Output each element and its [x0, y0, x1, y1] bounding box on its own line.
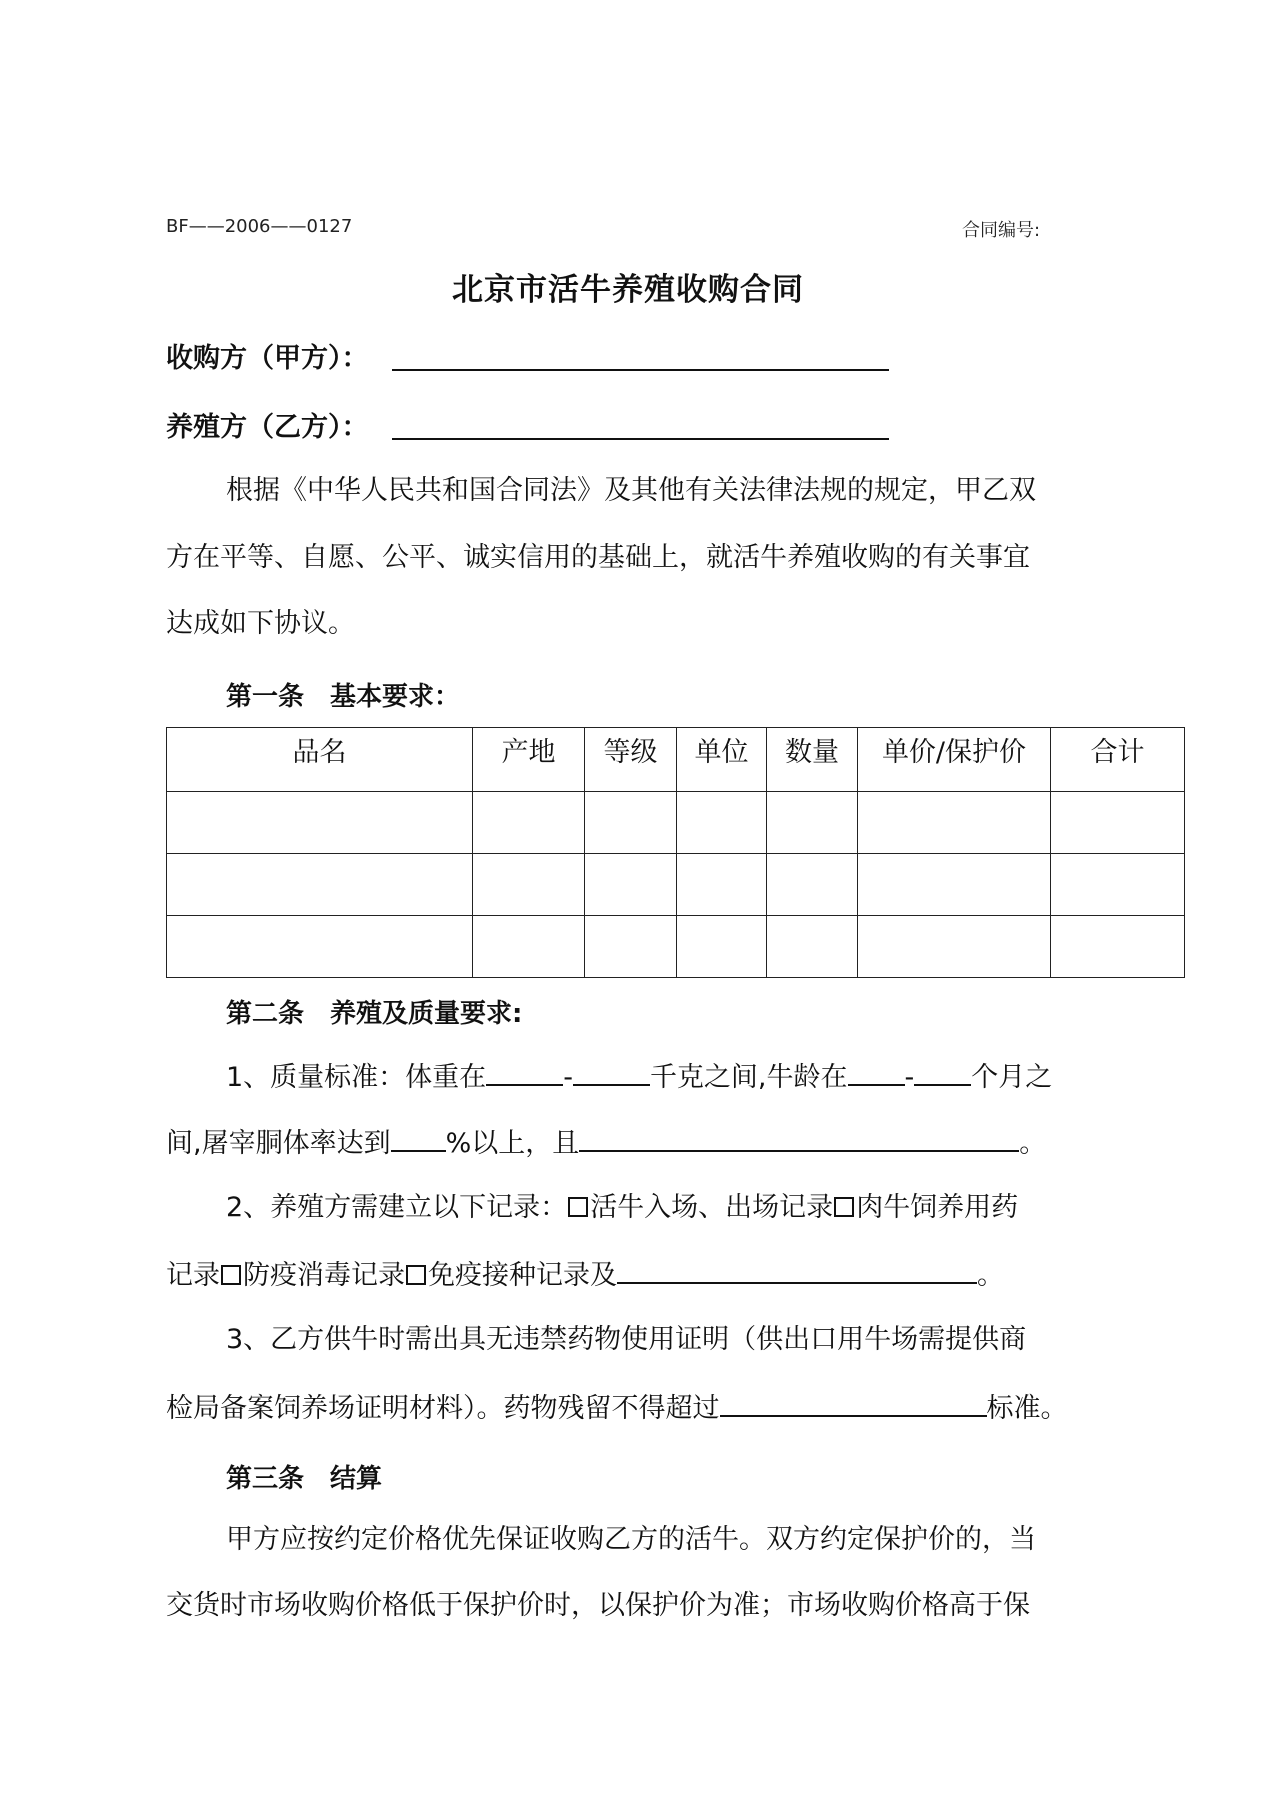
residue-standard-blank: [720, 1389, 987, 1417]
contract-number-label: 合同编号:: [962, 220, 1041, 241]
period-text: 。: [977, 1260, 1004, 1291]
percent-text: %以上，且: [445, 1128, 580, 1159]
column-header-name: 品名: [167, 728, 473, 792]
table-cell: [167, 854, 473, 916]
table-cell: [767, 792, 858, 854]
table-cell: [473, 792, 585, 854]
table-cell: [1051, 854, 1185, 916]
document-code: BF——2006——0127: [166, 216, 353, 237]
record-vaccination: 免疫接种记录及: [428, 1260, 617, 1291]
other-standard-blank: [579, 1124, 1019, 1152]
column-header-grade: 等级: [585, 728, 677, 792]
weight-min-blank: [486, 1058, 563, 1086]
checkbox-medication[interactable]: [834, 1197, 854, 1217]
table-cell: [1051, 792, 1185, 854]
dash-text: -: [563, 1062, 573, 1093]
intro-line-2: 方在平等、自愿、公平、诚实信用的基础上，就活牛养殖收购的有关事宜: [166, 542, 1030, 573]
table-cell: [677, 916, 767, 978]
record-disinfection: 防疫消毒记录: [243, 1260, 405, 1291]
dash-text: -: [904, 1062, 915, 1093]
records-line-1: [226, 1190, 1018, 1225]
table-cell: [585, 916, 677, 978]
breeder-label: 养殖方（乙方）：: [166, 412, 369, 443]
weight-max-blank: [573, 1058, 650, 1086]
table-cell: [473, 916, 585, 978]
table-cell: [767, 916, 858, 978]
record-medication: 肉牛饲养用药: [856, 1192, 1019, 1223]
age-label: 千克之间,牛龄在: [649, 1062, 848, 1093]
settlement-line-1: 甲方应按约定价格优先保证收购乙方的活牛。双方约定保护价的，当: [226, 1524, 1036, 1555]
table-cell: [585, 792, 677, 854]
standard-text: 标准。: [986, 1393, 1068, 1424]
requirements-table: [166, 727, 1185, 978]
buyer-label: 收购方（甲方）：: [166, 343, 369, 374]
quality-standard-line-1: [226, 1058, 1052, 1095]
table-row: [167, 854, 1185, 916]
table-cell: [858, 854, 1051, 916]
drug-certificate-line-1: 3、乙方供牛时需出具无违禁药物使用证明（供出口用牛场需提供商: [226, 1324, 1027, 1355]
table-cell: [473, 854, 585, 916]
carcass-rate-label: 间,屠宰胴体率达到: [166, 1128, 391, 1159]
table-cell: [585, 854, 677, 916]
carcass-rate-blank: [391, 1124, 446, 1152]
intro-line-3: 达成如下协议。: [166, 608, 355, 639]
page-title: 北京市活牛养殖收购合同: [452, 272, 804, 308]
breeder-name-blank: [392, 438, 889, 440]
article-3-heading: 第三条 结算: [226, 1464, 383, 1494]
month-text: 个月之: [971, 1062, 1053, 1093]
column-header-price: 单价/保护价: [858, 728, 1051, 792]
drug-certificate-line-2: [166, 1389, 1068, 1426]
table-cell: [677, 854, 767, 916]
table-cell: [167, 916, 473, 978]
record-entry-exit: 活牛入场、出场记录: [590, 1192, 834, 1223]
other-records-blank: [617, 1256, 977, 1284]
table-row: [167, 916, 1185, 978]
column-header-unit: 单位: [677, 728, 767, 792]
column-header-total: 合计: [1051, 728, 1185, 792]
records-line-2: [166, 1256, 1004, 1293]
checkbox-entry-exit[interactable]: [568, 1197, 588, 1217]
record-medication-cont: 记录: [166, 1260, 220, 1291]
table-cell: [767, 854, 858, 916]
checkbox-disinfection[interactable]: [221, 1265, 241, 1285]
table-cell: [858, 792, 1051, 854]
table-cell: [167, 792, 473, 854]
table-cell: [1051, 916, 1185, 978]
buyer-name-blank: [392, 369, 889, 371]
checkbox-vaccination[interactable]: [406, 1265, 426, 1285]
period-text: 。: [1019, 1128, 1047, 1159]
settlement-line-2: 交货时市场收购价格低于保护价时，以保护价为准；市场收购价格高于保: [166, 1590, 1030, 1621]
age-max-blank: [914, 1058, 971, 1086]
table-cell: [858, 916, 1051, 978]
quality-standard-line-2: [166, 1124, 1046, 1161]
article-2-heading: 第二条 养殖及质量要求:: [226, 999, 523, 1029]
quality-weight-label: 1、质量标准：体重在: [226, 1062, 487, 1093]
intro-line-1: 根据《中华人民共和国合同法》及其他有关法律法规的规定，甲乙双: [226, 475, 1036, 506]
table-row: [167, 792, 1185, 854]
column-header-quantity: 数量: [767, 728, 858, 792]
table-cell: [677, 792, 767, 854]
records-label: 2、养殖方需建立以下记录：: [226, 1192, 568, 1223]
drug-residue-label: 检局备案饲养场证明材料）。药物残留不得超过: [166, 1393, 720, 1424]
table-header-row: [167, 728, 1185, 792]
column-header-origin: 产地: [473, 728, 585, 792]
age-min-blank: [848, 1058, 905, 1086]
article-1-heading: 第一条 基本要求：: [226, 682, 461, 712]
